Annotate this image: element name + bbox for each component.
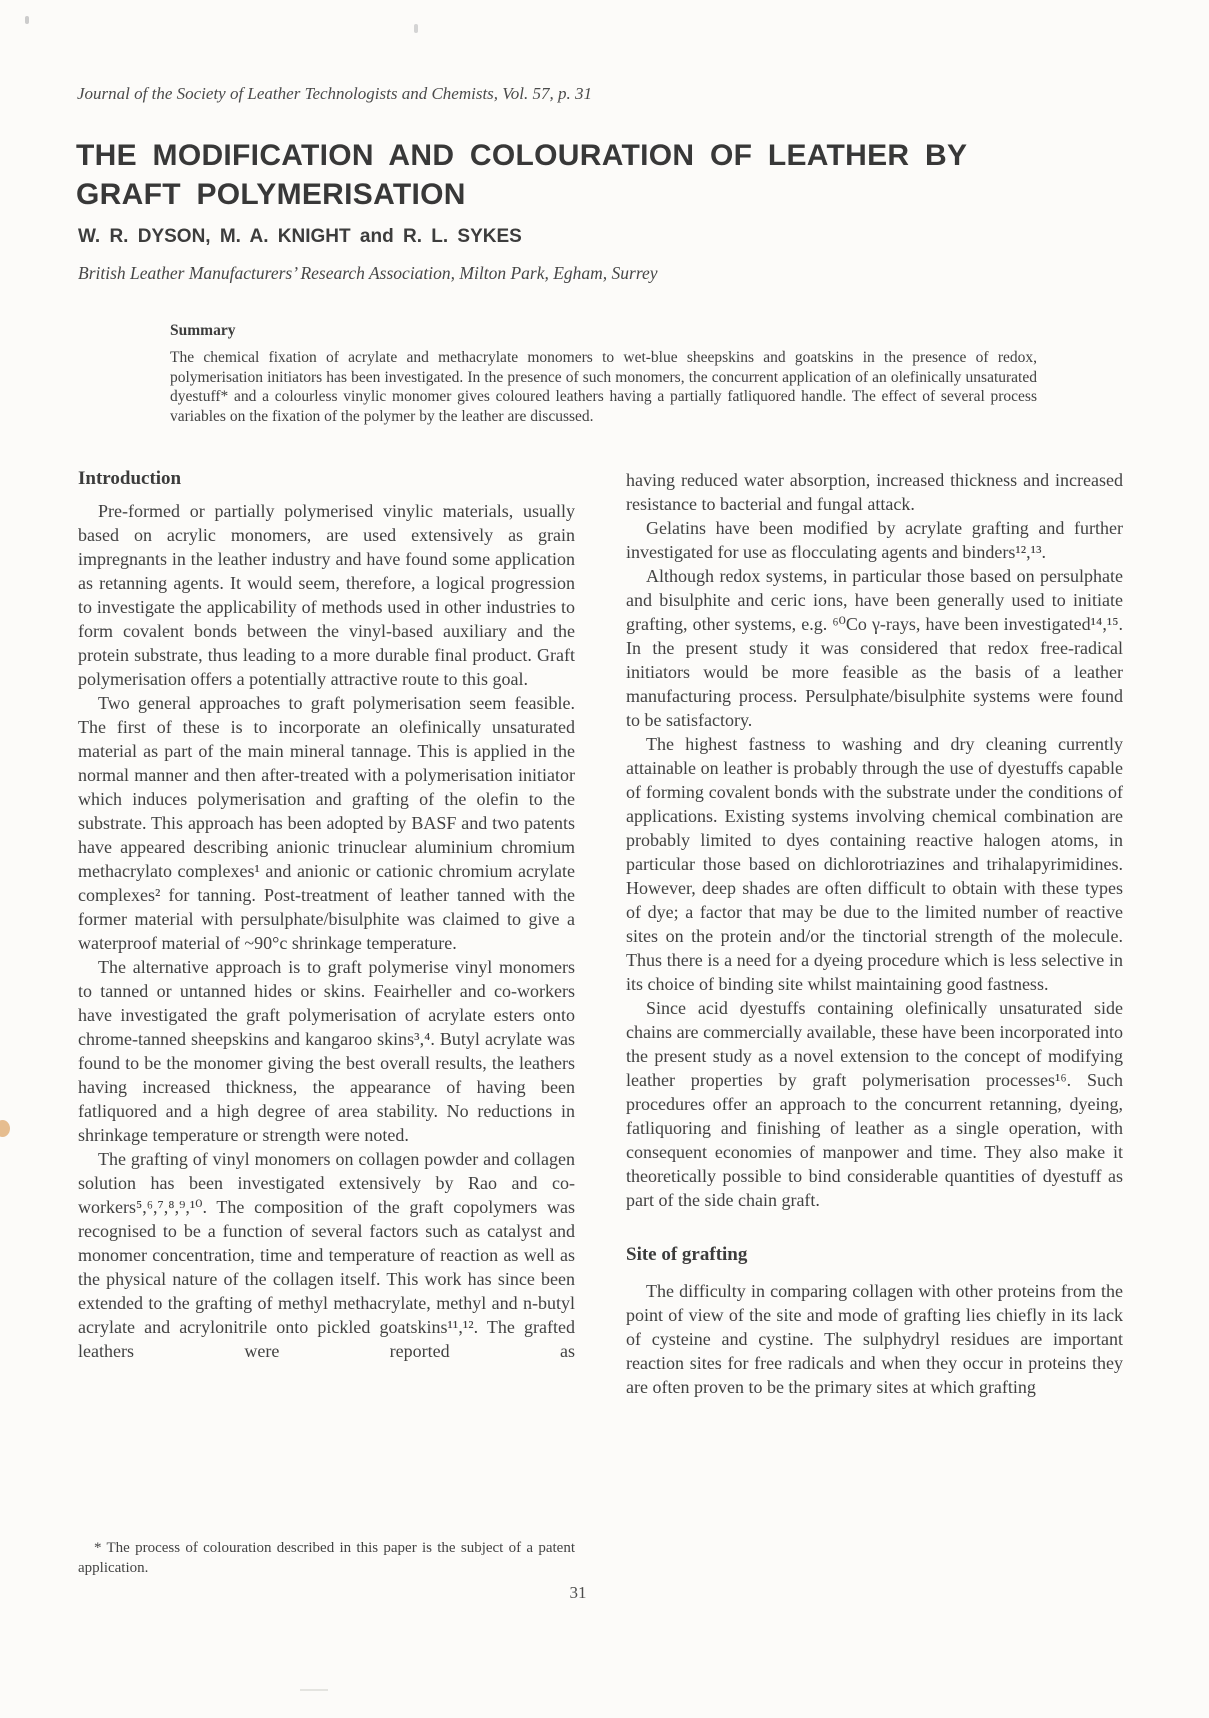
- article-title-line1: THE MODIFICATION AND COLOURATION OF LEATHER BY: [76, 139, 968, 172]
- right-column: [626, 468, 1123, 1580]
- paragraph: Pre-formed or partially polymerised vinylic materials, usually based on acrylic monomers, are used extensively as grain impregnants in the leather industry and have found some application as retanning agents. It would seem, therefore, a logical progression to investigate the applicability of methods used in other industries to form covalent bonds between the vinyl-based auxiliary and the protein substrate, thus leading to a more durable final product. Graft polymerisation offers a potentially attractive route to this goal.: [78, 501, 575, 689]
- page-number: 31: [569, 1583, 587, 1602]
- summary-heading: Summary: [170, 322, 236, 339]
- section-heading-introduction: Introduction: [78, 468, 182, 489]
- scan-artifact: [25, 16, 29, 24]
- summary-section: [170, 322, 1037, 426]
- scan-artifact: [0, 1120, 10, 1137]
- paragraph: The difficulty in comparing collagen with other proteins from the point of view of the site and mode of grafting lies chiefly in its lack of cysteine and cystine. The sulphydryl residues are important reaction sites for free radicals and when they occur in proteins they are often proven to be the primary sites at which grafting: [626, 1281, 1123, 1397]
- paragraph: The grafting of vinyl monomers on collagen powder and collagen solution has been investigated extensively by Rao and co-workers⁵,⁶,⁷,⁸,⁹,¹⁰. The composition of the graft copolymers was recognised to be a function of several factors such as catalyst and monomer concentration, time and temperature of reaction as well as the physical nature of the collagen itself. This work has since been extended to the grafting of methyl methacrylate, methyl and n-butyl acrylate and acrylonitrile onto pickled goatskins¹¹,¹². The grafted leathers were reported as: [78, 1149, 575, 1361]
- section-heading-site-of-grafting: Site of grafting: [626, 1244, 748, 1265]
- paragraph: Since acid dyestuffs containing olefinically unsaturated side chains are commercially available, these have been incorporated into the present study as a novel extension to the concept of modifying leather properties by graft polymerisation processes¹⁶. Such procedures offer an approach to the concurrent retanning, dyeing, fatliquoring and finishing of leather as a single operation, with consequent economies of manpower and time. They also make it theoretically possible to bind considerable quantities of dyestuff as part of the side chain graft.: [626, 998, 1123, 1210]
- scan-artifact: [414, 24, 418, 33]
- paragraph: Although redox systems, in particular those based on persulphate and bisulphite and ceric ions, have been generally used to initiate grafting, other systems, e.g. ⁶⁰Co γ-rays, have been investigated¹⁴,¹⁵. In the present study it was considered that redox free-radical initiators would be more feasible as the basis of a leather manufacturing process. Persulphate/bisulphite systems were found to be satisfactory.: [626, 566, 1123, 730]
- scan-artifact: [300, 1689, 328, 1691]
- paragraph: The highest fastness to washing and dry cleaning currently attainable on leather is probably through the use of dyestuffs capable of forming covalent bonds with the substrate under the conditions of applications. Existing systems involving chemical combination are probably limited to dyes containing reactive halogen atoms, in particular those based on dichlorotriazines and trihalapyrimidines. However, deep shades are often difficult to obtain with these types of dye; a factor that may be due to the limited number of reactive sites on the protein and/or the tinctorial strength of the molecule. Thus there is a need for a dyeing procedure which is less selective in its choice of binding site whilst maintaining good fastness.: [626, 734, 1123, 994]
- summary-text: The chemical fixation of acrylate and methacrylate monomers to wet-blue sheepskins and goatskins in the presence of redox, polymerisation initiators has been investigated. In the presence of such monomers, the concurrent application of an olefinically unsaturated dyestuff* and a colourless vinylic monomer gives coloured leathers having a partially fatliquored handle. The effect of several process variables on the fixation of the polymer by the leather are discussed.: [170, 349, 1037, 425]
- two-column-body: [78, 468, 1123, 1580]
- journal-header-line: Journal of the Society of Leather Technologists and Chemists, Vol. 57, p. 31: [77, 84, 593, 103]
- article-footnote: * The process of colouration described in this paper is the subject of a patent application.: [78, 1540, 575, 1576]
- paragraph: having reduced water absorption, increased thickness and increased resistance to bacterial and fungal attack.: [626, 470, 1123, 514]
- paragraph: Gelatins have been modified by acrylate grafting and further investigated for use as flocculating agents and binders¹²,¹³.: [626, 518, 1123, 562]
- article-authors: W. R. DYSON, M. A. KNIGHT and R. L. SYKES: [78, 226, 522, 247]
- paragraph: Two general approaches to graft polymerisation seem feasible. The first of these is to incorporate an olefinically unsaturated material as part of the main mineral tannage. This is applied in the normal manner and then after-treated with a polymerisation initiator which induces polymerisation and grafting of the olefin to the substrate. This approach has been adopted by BASF and two patents have appeared describing anionic trinuclear aluminium chromium methacrylato complexes¹ and anionic or cationic chromium acrylate complexes² for tanning. Post-treatment of leather tanned with the former material with persulphate/bisulphite was claimed to give a waterproof material of ~90°c shrinkage temperature.: [78, 693, 575, 953]
- left-column: [78, 468, 575, 1580]
- article-title: [76, 136, 967, 214]
- article-title-line2: GRAFT POLYMERISATION: [76, 178, 466, 211]
- article-affiliation: British Leather Manufacturers’ Research Association, Milton Park, Egham, Surrey: [78, 263, 658, 283]
- paragraph: The alternative approach is to graft polymerise vinyl monomers to tanned or untanned hides or skins. Feairheller and co-workers have investigated the graft polymerisation of acrylate esters onto chrome-tanned sheepskins and kangaroo skins³,⁴. Butyl acrylate was found to be the monomer giving the best overall results, the leathers having increased thickness, the appearance of having been fatliquored and a high degree of area stability. No reductions in shrinkage temperature or strength were noted.: [78, 957, 575, 1145]
